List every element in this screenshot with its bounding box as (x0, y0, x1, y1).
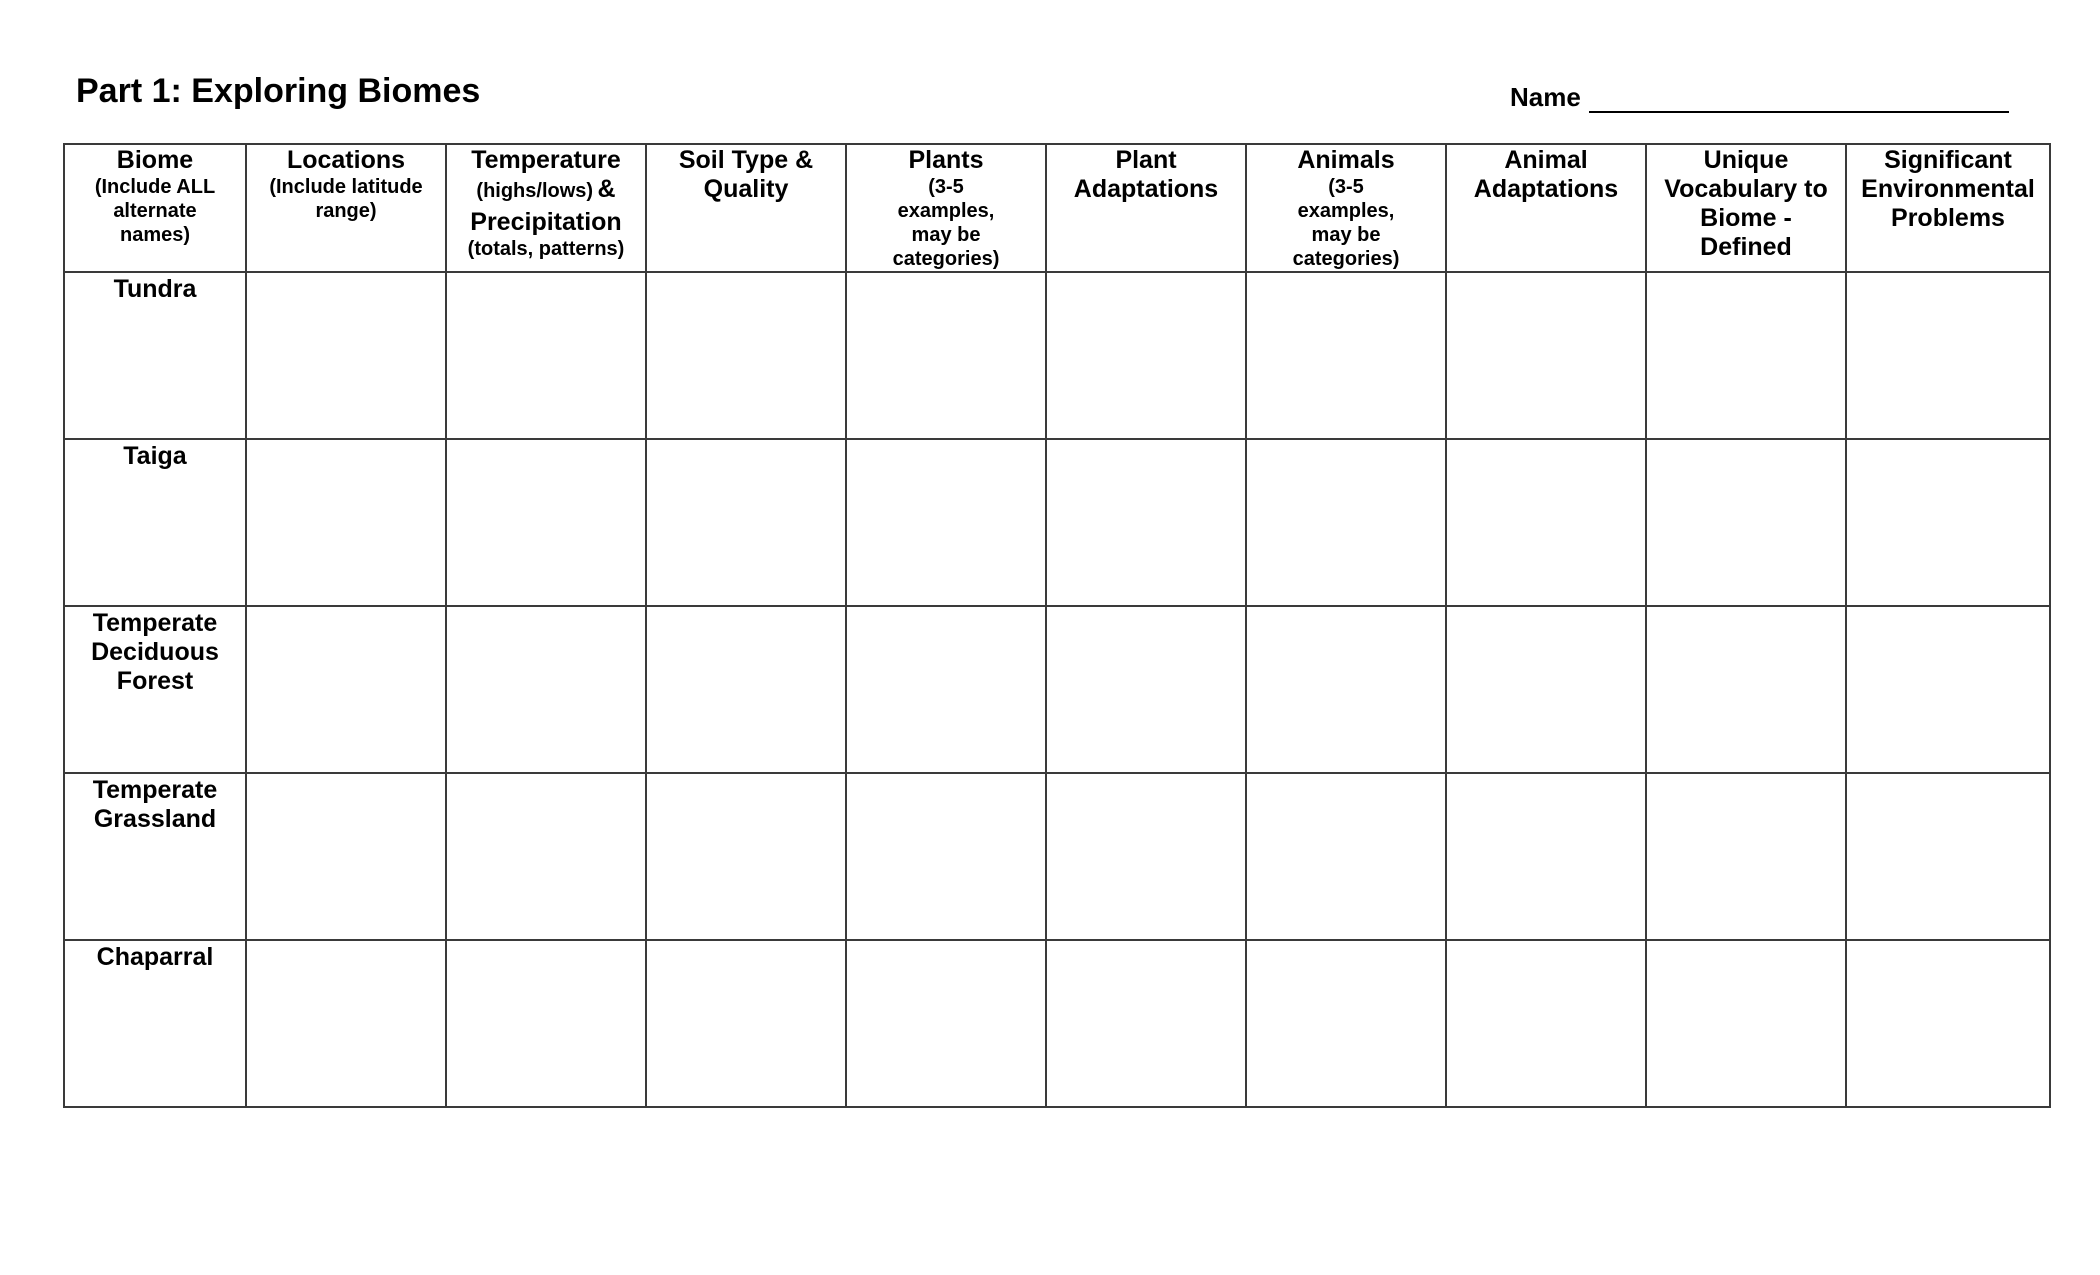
answer-cell[interactable] (1846, 940, 2050, 1107)
answer-cell[interactable] (1446, 940, 1646, 1107)
header-plants (846, 144, 1046, 272)
answer-cell[interactable] (246, 940, 446, 1107)
row-label-cell (64, 272, 246, 439)
answer-cell[interactable] (1046, 439, 1246, 606)
answer-cell[interactable] (1046, 606, 1246, 773)
answer-cell[interactable] (1246, 272, 1446, 439)
answer-cell[interactable] (446, 940, 646, 1107)
header-temperature-title: Temperature (471, 146, 621, 174)
header-locations-note: (Include latitude range) (269, 176, 423, 222)
answer-cell[interactable] (446, 272, 646, 439)
answer-cell[interactable] (1246, 606, 1446, 773)
header-plant-adaptations (1046, 144, 1246, 272)
name-field[interactable] (1510, 82, 2009, 113)
answer-cell[interactable] (446, 773, 646, 940)
header-plants-note: (3-5 examples, may be categories) (892, 176, 1000, 270)
answer-cell[interactable] (846, 439, 1046, 606)
answer-cell[interactable] (1646, 606, 1846, 773)
header-temperature-precipitation (446, 144, 646, 272)
header-plant-adaptations-title: Plant Adaptations (1073, 146, 1219, 203)
header-soil-title: Soil Type & Quality (678, 146, 814, 203)
header-vocabulary-title: Unique Vocabulary to Biome - Defined (1664, 146, 1828, 261)
header-plants-title: Plants (908, 146, 984, 174)
answer-cell[interactable] (1646, 773, 1846, 940)
answer-cell[interactable] (246, 272, 446, 439)
answer-cell[interactable] (646, 272, 846, 439)
row-label: Tundra (113, 275, 197, 303)
header-locations (246, 144, 446, 272)
header-animal-adaptations-title: Animal Adaptations (1473, 146, 1619, 203)
answer-cell[interactable] (1446, 606, 1646, 773)
answer-cell[interactable] (446, 606, 646, 773)
header-biome (64, 144, 246, 272)
answer-cell[interactable] (1846, 606, 2050, 773)
answer-cell[interactable] (446, 439, 646, 606)
header-locations-title: Locations (286, 146, 406, 174)
table-row (64, 439, 2050, 606)
answer-cell[interactable] (846, 940, 1046, 1107)
biome-table (63, 143, 2051, 1108)
header-biome-note: (Include ALL alternate names) (94, 176, 216, 246)
table-row (64, 940, 2050, 1107)
name-blank-line[interactable] (1589, 87, 2009, 113)
answer-cell[interactable] (1646, 439, 1846, 606)
header-animals-note: (3-5 examples, may be categories) (1292, 176, 1400, 270)
header-animals-title: Animals (1297, 146, 1395, 174)
row-label: Temperate Grassland (92, 776, 218, 833)
answer-cell[interactable] (1246, 773, 1446, 940)
header-biome-title: Biome (116, 146, 194, 174)
answer-cell[interactable] (1446, 439, 1646, 606)
answer-cell[interactable] (846, 272, 1046, 439)
row-label: Taiga (123, 442, 187, 470)
answer-cell[interactable] (1046, 272, 1246, 439)
answer-cell[interactable] (1846, 439, 2050, 606)
table-row (64, 606, 2050, 773)
row-label: Temperate Deciduous Forest (91, 609, 219, 695)
header-temperature-joiner: & (597, 175, 616, 203)
answer-cell[interactable] (246, 606, 446, 773)
table-row (64, 272, 2050, 439)
answer-cell[interactable] (646, 439, 846, 606)
header-environmental-problems-title: Significant Environmental Problems (1861, 146, 2035, 232)
answer-cell[interactable] (1846, 272, 2050, 439)
answer-cell[interactable] (1246, 940, 1446, 1107)
answer-cell[interactable] (246, 773, 446, 940)
row-label: Chaparral (96, 943, 214, 971)
answer-cell[interactable] (1446, 272, 1646, 439)
header-animals (1246, 144, 1446, 272)
row-label-cell (64, 439, 246, 606)
answer-cell[interactable] (846, 606, 1046, 773)
answer-cell[interactable] (846, 773, 1046, 940)
answer-cell[interactable] (646, 773, 846, 940)
header-soil (646, 144, 846, 272)
answer-cell[interactable] (1846, 773, 2050, 940)
answer-cell[interactable] (1446, 773, 1646, 940)
answer-cell[interactable] (646, 606, 846, 773)
header-precipitation-title: Precipitation (470, 208, 622, 236)
row-label-cell (64, 606, 246, 773)
header-animal-adaptations (1446, 144, 1646, 272)
row-label-cell (64, 940, 246, 1107)
page-title: Part 1: Exploring Biomes (76, 72, 481, 110)
name-label: Name (1510, 82, 1581, 112)
header-environmental-problems (1846, 144, 2050, 272)
answer-cell[interactable] (1646, 940, 1846, 1107)
header-row (64, 144, 2050, 272)
answer-cell[interactable] (1046, 773, 1246, 940)
row-label-cell (64, 773, 246, 940)
answer-cell[interactable] (1046, 940, 1246, 1107)
header-temperature-note: (highs/lows) (476, 180, 594, 202)
header-precipitation-note: (totals, patterns) (467, 238, 625, 260)
answer-cell[interactable] (1646, 272, 1846, 439)
answer-cell[interactable] (1246, 439, 1446, 606)
header-vocabulary (1646, 144, 1846, 272)
table-row (64, 773, 2050, 940)
answer-cell[interactable] (246, 439, 446, 606)
answer-cell[interactable] (646, 940, 846, 1107)
